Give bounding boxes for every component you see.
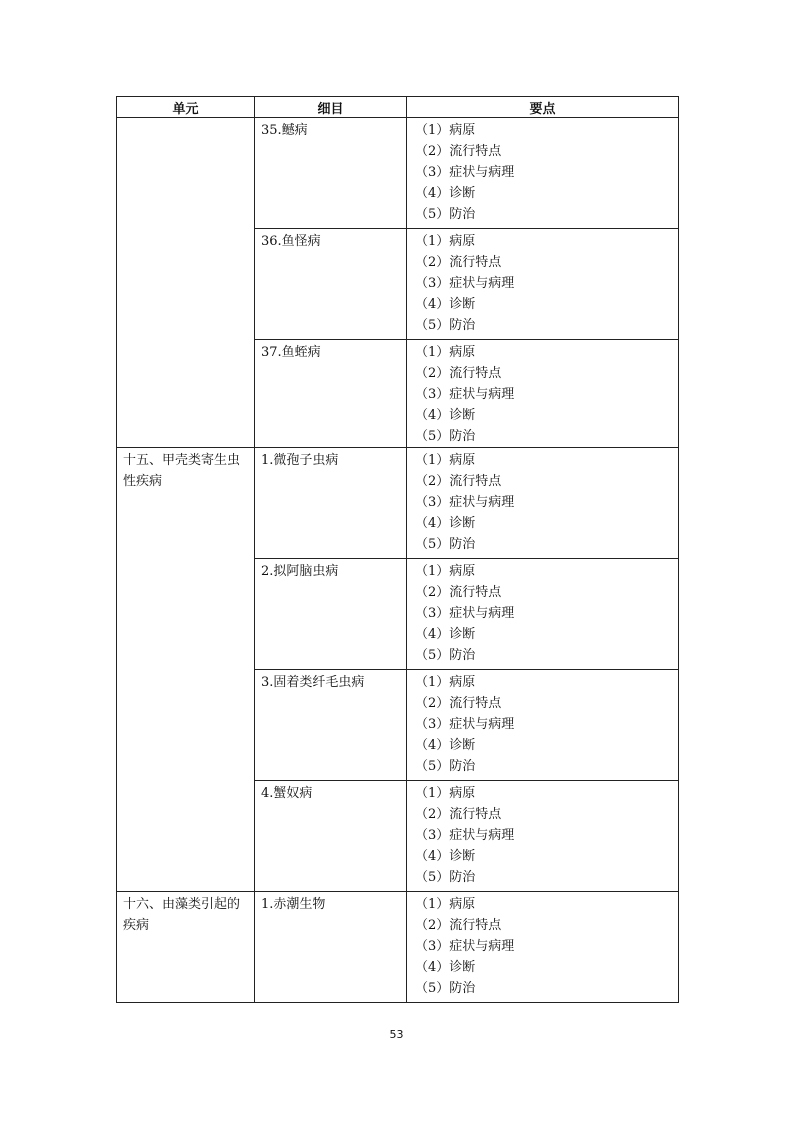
point-item: （2）流行特点 (415, 807, 502, 822)
table-row (117, 892, 679, 1003)
detail-cell (255, 118, 407, 229)
unit-name: 十五、甲壳类寄生虫性疾病 (123, 453, 241, 489)
syllabus-table (116, 96, 679, 1003)
points-list (407, 340, 678, 447)
point-item: （2）流行特点 (415, 696, 502, 711)
points-list (407, 229, 678, 336)
point-item: （4）诊断 (415, 627, 476, 642)
points-list (407, 781, 678, 888)
unit-cell (117, 892, 255, 1003)
point-item: （2）流行特点 (415, 585, 502, 600)
detail-name: 4.蟹奴病 (261, 786, 313, 801)
point-item: （4）诊断 (415, 849, 476, 864)
detail-cell (255, 340, 407, 448)
points-cell (407, 559, 679, 670)
page-number: 53 (389, 1028, 404, 1041)
point-item: （3）症状与病理 (415, 939, 515, 954)
detail-cell (255, 229, 407, 340)
detail-name: 3.固着类纤毛虫病 (261, 675, 365, 690)
point-item: （3）症状与病理 (415, 717, 515, 732)
detail-cell (255, 781, 407, 892)
unit-cell (117, 118, 255, 448)
point-item: （2）流行特点 (415, 918, 502, 933)
point-item: （1）病原 (415, 564, 476, 579)
point-item: （3）症状与病理 (415, 495, 515, 510)
point-item: （3）症状与病理 (415, 387, 515, 402)
points-cell (407, 448, 679, 559)
points-cell (407, 892, 679, 1003)
detail-cell (255, 892, 407, 1003)
point-item: （2）流行特点 (415, 144, 502, 159)
points-cell (407, 229, 679, 340)
point-item: （3）症状与病理 (415, 606, 515, 621)
table-row (117, 118, 679, 229)
point-item: （4）诊断 (415, 408, 476, 423)
detail-cell (255, 670, 407, 781)
point-item: （4）诊断 (415, 960, 476, 975)
unit-cell (117, 448, 255, 892)
points-list (407, 892, 678, 999)
point-item: （5）防治 (415, 318, 476, 333)
unit-name (117, 118, 254, 120)
points-list (407, 559, 678, 666)
points-cell (407, 781, 679, 892)
unit-name: 十六、由藻类引起的疾病 (123, 897, 241, 933)
point-item: （2）流行特点 (415, 366, 502, 381)
points-list (407, 670, 678, 777)
point-item: （2）流行特点 (415, 474, 502, 489)
point-item: （5）防治 (415, 207, 476, 222)
table-header-row (117, 97, 679, 118)
point-item: （5）防治 (415, 429, 476, 444)
detail-name: 2.拟阿脑虫病 (261, 564, 339, 579)
header-unit: 单元 (117, 97, 255, 118)
point-item: （1）病原 (415, 897, 476, 912)
point-item: （5）防治 (415, 537, 476, 552)
point-item: （1）病原 (415, 234, 476, 249)
points-list (407, 118, 678, 225)
detail-name: 1.微孢子虫病 (261, 453, 339, 468)
detail-cell (255, 448, 407, 559)
point-item: （1）病原 (415, 675, 476, 690)
header-points: 要点 (407, 97, 679, 118)
table-row (117, 448, 679, 559)
point-item: （5）防治 (415, 759, 476, 774)
detail-name: 36.鱼怪病 (261, 234, 321, 249)
point-item: （4）诊断 (415, 297, 476, 312)
points-list (407, 448, 678, 555)
point-item: （5）防治 (415, 981, 476, 996)
detail-name: 35.鳡病 (261, 123, 308, 138)
points-cell (407, 118, 679, 229)
points-cell (407, 340, 679, 448)
detail-cell (255, 559, 407, 670)
table-body (117, 118, 679, 1003)
detail-name: 1.赤潮生物 (261, 897, 326, 912)
point-item: （5）防治 (415, 648, 476, 663)
point-item: （3）症状与病理 (415, 165, 515, 180)
header-detail: 细目 (255, 97, 407, 118)
point-item: （4）诊断 (415, 516, 476, 531)
point-item: （5）防治 (415, 870, 476, 885)
point-item: （4）诊断 (415, 186, 476, 201)
point-item: （1）病原 (415, 345, 476, 360)
detail-name: 37.鱼蛭病 (261, 345, 321, 360)
point-item: （1）病原 (415, 453, 476, 468)
point-item: （1）病原 (415, 123, 476, 138)
point-item: （1）病原 (415, 786, 476, 801)
point-item: （4）诊断 (415, 738, 476, 753)
point-item: （3）症状与病理 (415, 828, 515, 843)
point-item: （3）症状与病理 (415, 276, 515, 291)
points-cell (407, 670, 679, 781)
point-item: （2）流行特点 (415, 255, 502, 270)
